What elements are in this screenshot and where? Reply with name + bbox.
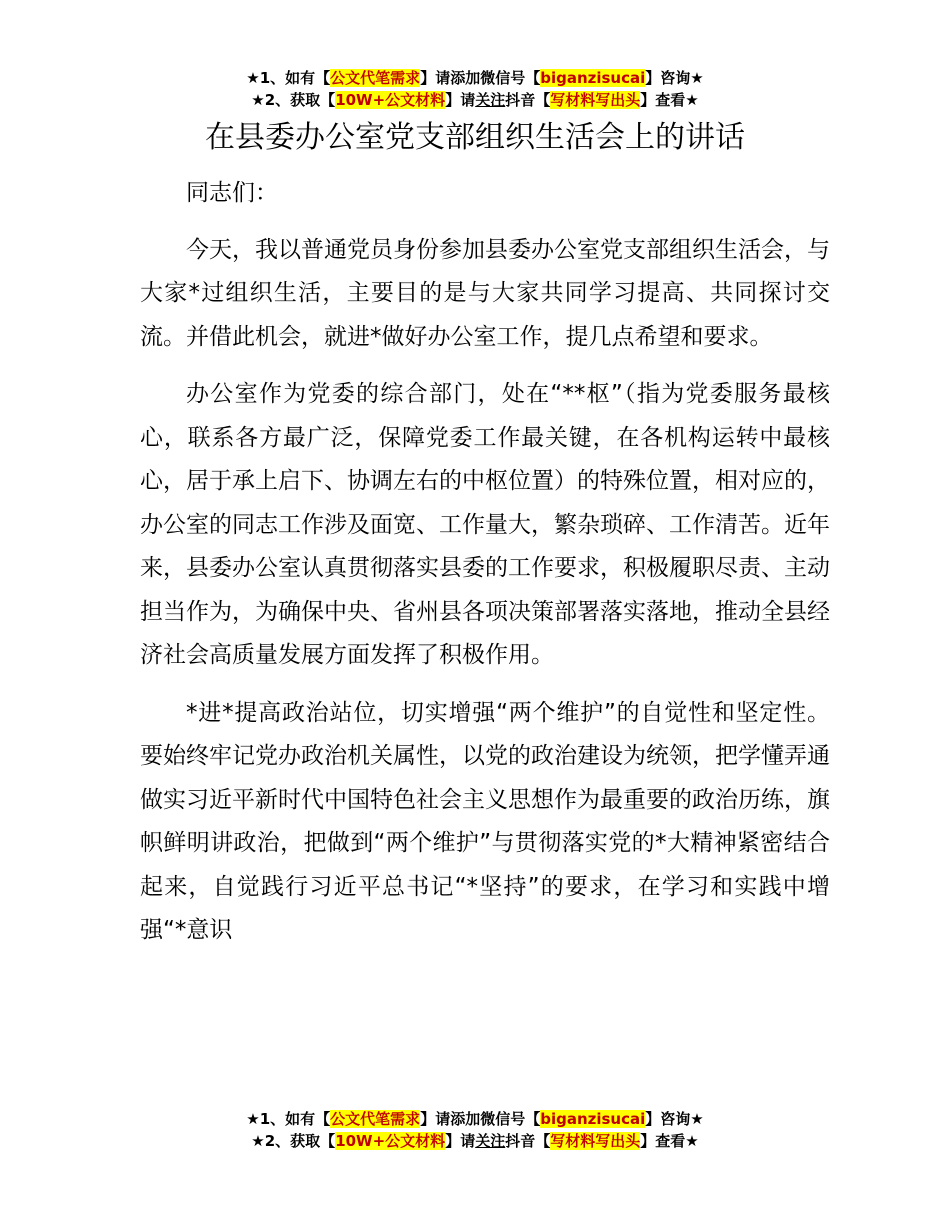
document-body <box>140 172 830 953</box>
banner-underlined-text: 关注 <box>475 1132 506 1150</box>
body-paragraph: 今天，我以普通党员身份参加县委办公室党支部组织生活会，与大家*过组织生活，主要目的是与大家共同学习提高、共同探讨交流。并借此机会，就进*做好办公室工作，提几点希望和要求。 <box>140 236 830 350</box>
document-title: 在县委办公室党支部组织生活会上的讲话 <box>205 120 745 155</box>
banner-highlight: 写材料写出头 <box>550 1132 641 1150</box>
banner-highlight: 10W+公文材料 <box>335 91 446 109</box>
banner-highlight: 公文代笔需求 <box>330 1110 421 1128</box>
footer-banner <box>0 1108 950 1152</box>
body-paragraph: 办公室作为党委的综合部门，处在“**枢”（指为党委服务最核心，联系各方最广泛，保障党委工作最关键，在各机构运转中最核心，居于承上启下、协调左右的中枢位置）的特殊位置，相对应的，办公室的同志工作涉及面宽、工作量大，繁杂琐碎、工作清苦。近年来，县委办公室认真贯彻落实县委的工作要求，积极履职尽责、主动担当作为，为确保中央、省州县各项决策部署落实落地，推动全县经济社会高质量发展方面发挥了积极作用。 <box>140 381 830 668</box>
banner-highlight: 公文代笔需求 <box>330 69 421 87</box>
banner-text: ★1、如有【 <box>246 1110 331 1128</box>
banner-text: 】咨询★ <box>645 1110 704 1128</box>
banner-line-2 <box>0 1130 950 1152</box>
banner-line-1 <box>0 1108 950 1130</box>
banner-text: 抖音【 <box>505 91 551 109</box>
banner-text: 】请添加微信号【 <box>420 1110 541 1128</box>
greeting: 同志们： <box>186 180 278 206</box>
banner-text: ★2、获取【 <box>251 91 336 109</box>
banner-line-1 <box>0 67 950 89</box>
banner-text: ★2、获取【 <box>251 1132 336 1150</box>
banner-highlight: 10W+公文材料 <box>335 1132 446 1150</box>
banner-highlight: biganzisucai <box>540 69 646 87</box>
body-paragraph: *进*提高政治站位，切实增强“两个维护”的自觉性和坚定性。要始终牢记党办政治机关属性，以党的政治建设为统领，把学懂弄通做实习近平新时代中国特色社会主义思想作为最重要的政治历练，旗帜鲜明讲政治，把做到“两个维护”与贯彻落实党的*大精神紧密结合起来，自觉践行习近平总书记“*坚持”的要求，在学习和实践中增强“*意识 <box>140 699 830 943</box>
banner-text: 】咨询★ <box>645 69 704 87</box>
banner-text: 】请 <box>445 1132 476 1150</box>
banner-text: 】请添加微信号【 <box>420 69 541 87</box>
banner-highlight: 写材料写出头 <box>550 91 641 109</box>
banner-text: 】查看★ <box>640 91 699 109</box>
banner-text: 】请 <box>445 91 476 109</box>
header-banner <box>0 67 950 111</box>
banner-text: 抖音【 <box>505 1132 551 1150</box>
banner-underlined-text: 关注 <box>475 91 506 109</box>
banner-text: 】查看★ <box>640 1132 699 1150</box>
banner-highlight: biganzisucai <box>540 1110 646 1128</box>
banner-line-2 <box>0 89 950 111</box>
banner-text: ★1、如有【 <box>246 69 331 87</box>
